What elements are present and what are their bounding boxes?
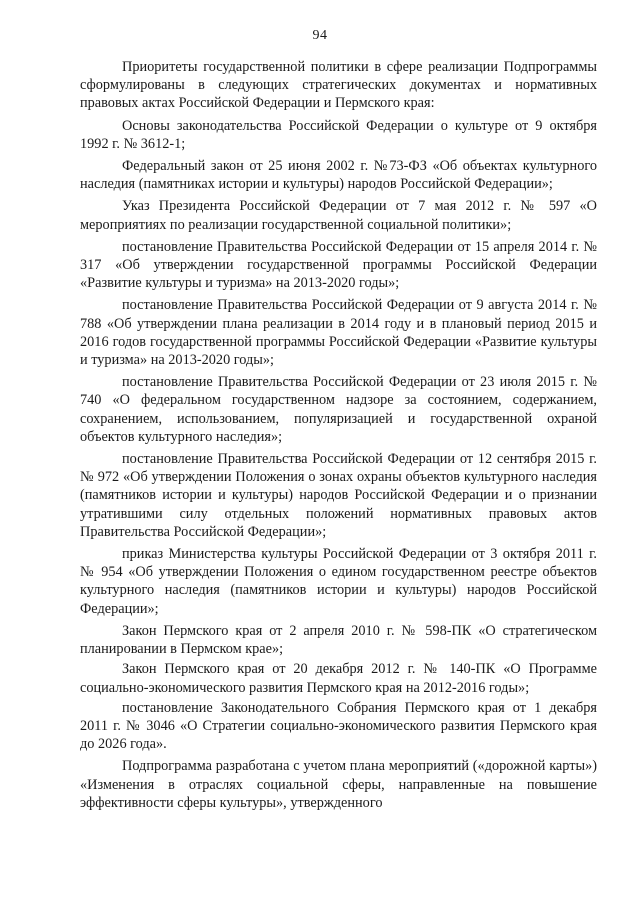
paragraph-roadmap: Подпрограмма разработана с учетом плана мероприятий («дорожной карты») «Изменения в отраслях социальной сферы, направленные на повышение эффективности сферы культуры», утвержденного: [80, 758, 597, 811]
paragraph-resolution-788: постановление Правительства Российской Федерации от 9 августа 2014 г. № 788 «Об утверждении плана реализации в 2014 году и в плановый период 2015 и 2016 годов государственной программы Российской Федерации «Развитие культуры и туризма» на 2013-2020 годы»;: [80, 297, 597, 369]
paragraph-federal-law-73: Федеральный закон от 25 июня 2002 г. №73-ФЗ «Об объектах культурного наследия (памятниках истории и культуры) народов Российской Федерации»;: [80, 158, 597, 193]
paragraph-priorities-intro: Приоритеты государственной политики в сфере реализации Подпрограммы сформулированы в следующих стратегических документах и нормативных правовых актах Российской Федерации и Пермского края:: [80, 59, 597, 112]
paragraph-resolution-740: постановление Правительства Российской Федерации от 23 июля 2015 г. № 740 «О федеральном государственном надзоре за состоянием, содержанием, сохранением, использованием, популяризацией и государственной охраной объектов культурного наследия»;: [80, 374, 597, 445]
paragraph-resolution-3046: постановление Законодательного Собрания Пермского края от 1 декабря 2011 г. № 3046 «О Стратегии социально-экономического развития Пермского края до 2026 года».: [80, 699, 597, 753]
paragraph-culture-law-basics: Основы законодательства Российской Федерации о культуре от 9 октября 1992 г. № 3612-1;: [80, 117, 597, 152]
paragraph-resolution-317: постановление Правительства Российской Федерации от 15 апреля 2014 г. № 317 «Об утверждении государственной программы Российской Федерации «Развитие культуры и туризма» на 2013-2020 годы»;: [80, 238, 597, 292]
paragraph-resolution-972: постановление Правительства Российской Федерации от 12 сентября 2015 г. № 972 «Об утверждении Положения о зонах охраны объектов культурного наследия (памятников истории и культуры) народов Российской Федерации и о признании утратившими силу отдельных положений нормативных правовых актов Правительства Российской Федерации»;: [80, 451, 597, 540]
page-number: 94: [312, 28, 328, 43]
document-body: [80, 58, 597, 816]
paragraph-order-954: приказ Министерства культуры Российской Федерации от 3 октября 2011 г. № 954 «Об утверждении Положения о едином государственном реестре объектов культурного наследия (памятников истории и культуры) народов Российской Федерации»;: [80, 546, 597, 617]
paragraph-presidential-decree-597: Указ Президента Российской Федерации от 7 мая 2012 г. № 597 «О мероприятиях по реализации государственной социальной политики»;: [80, 198, 597, 233]
paragraph-perm-law-140: Закон Пермского края от 20 декабря 2012 г. № 140-ПК «О Программе социально-экономического развития Пермского края на 2012-2016 годы»;: [80, 661, 597, 696]
paragraph-perm-law-598: Закон Пермского края от 2 апреля 2010 г. № 598-ПК «О стратегическом планировании в Пермском крае»;: [80, 622, 597, 658]
